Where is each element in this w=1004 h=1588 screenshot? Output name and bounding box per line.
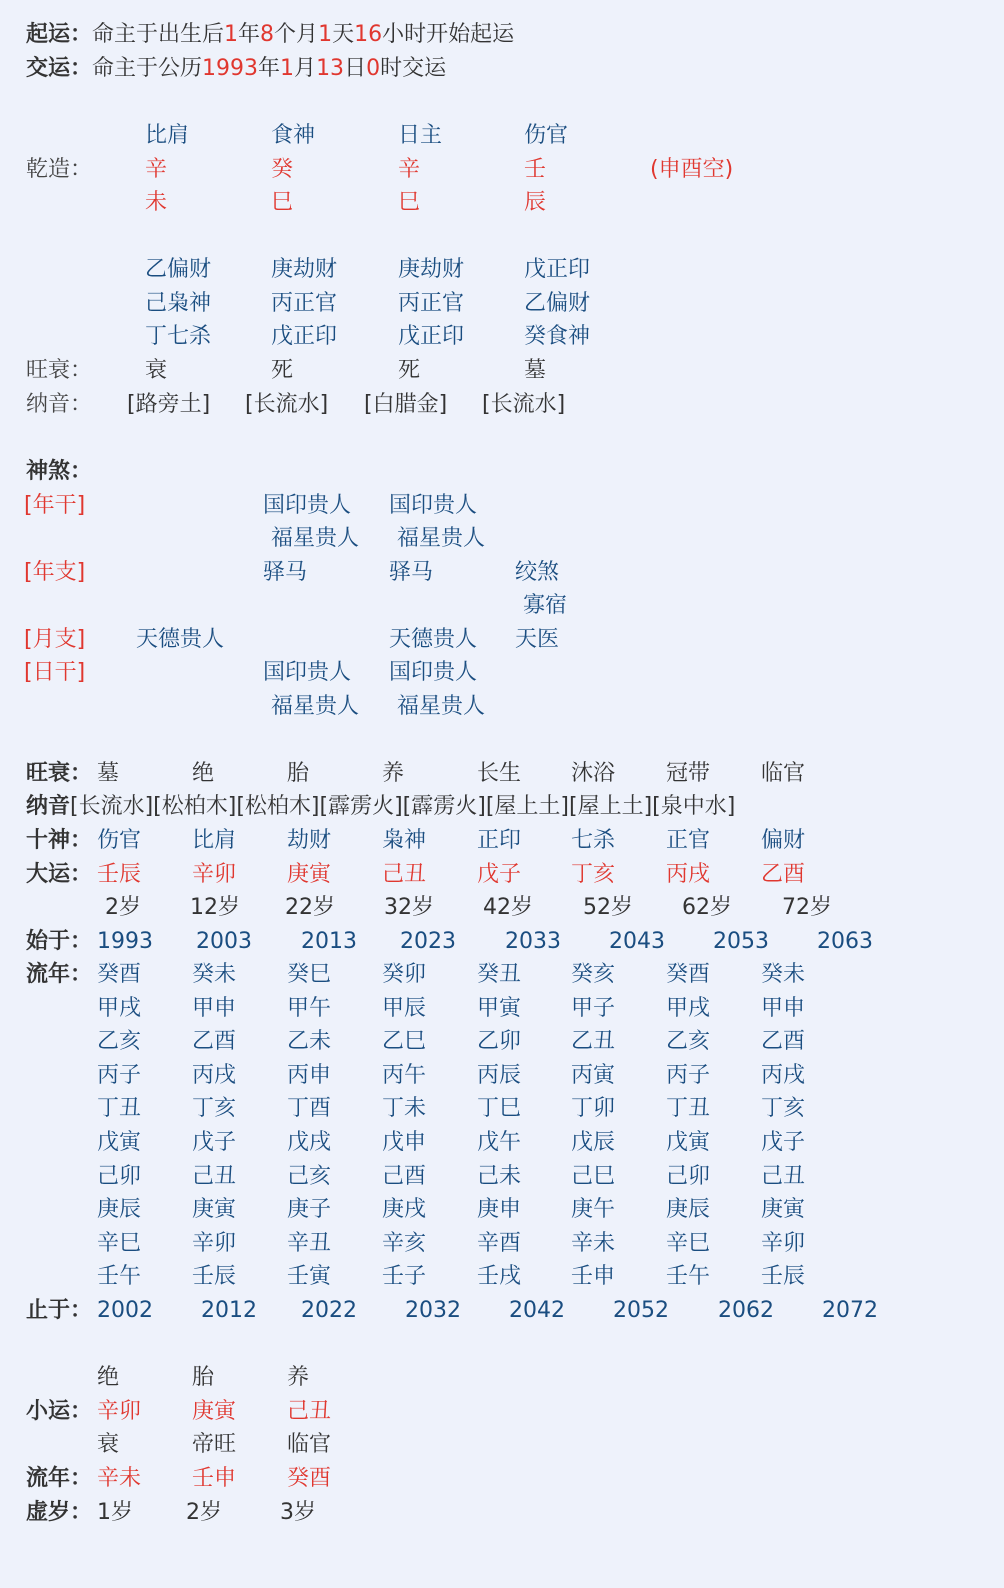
liunian-ganzhi: 辛巳 [97, 1230, 142, 1256]
liunian-ganzhi: 壬辰 [761, 1264, 806, 1290]
dayun-age: 72岁 [782, 895, 832, 920]
cang-gan: 戊正印 [398, 324, 465, 349]
cang-gan: 庚劫财 [398, 257, 465, 282]
dayun-end-label: 止于： [26, 1298, 93, 1323]
dayun-shishen: 劫财 [287, 828, 332, 853]
xiaoyun-ganzhi: 庚寅 [192, 1399, 237, 1424]
liunian-ganzhi: 庚寅 [761, 1197, 806, 1223]
shensha-item: 福星贵人 [397, 526, 486, 551]
xiaoyun-wangshuai: 绝 [97, 1365, 120, 1390]
cang-gan: 丙正官 [271, 291, 338, 316]
liunian-ganzhi: 壬辰 [192, 1264, 237, 1290]
liunian-ganzhi: 丙子 [97, 1062, 142, 1088]
dayun-shishen: 偏财 [761, 828, 806, 853]
jiaoyun-text: 时交运 [380, 56, 447, 81]
dayun-wangshuai: 胎 [287, 761, 310, 786]
liunian-ganzhi: 戊寅 [97, 1130, 142, 1155]
shensha-item: 天医 [515, 627, 560, 652]
liunian-ganzhi: 己丑 [192, 1163, 237, 1189]
shensha-item: 绞煞 [515, 560, 560, 585]
liunian-ganzhi: 丁丑 [97, 1096, 142, 1122]
dayun-shishen: 比肩 [192, 828, 237, 853]
dayun-end-year: 2022 [301, 1298, 357, 1323]
dayun-end-year: 2012 [201, 1298, 257, 1323]
dayun-shishen: 正印 [477, 828, 522, 853]
liunian-ganzhi: 壬午 [97, 1264, 142, 1290]
pillar-gan: 壬 [524, 157, 547, 182]
dayun-wangshuai-label: 旺衰： [26, 761, 93, 786]
dayun-age: 52岁 [583, 895, 633, 920]
liunian-ganzhi: 癸亥 [571, 962, 616, 987]
shensha-title: 神煞： [26, 459, 93, 484]
kongwang: (申酉空) [650, 157, 734, 182]
dayun-end-year: 2002 [97, 1298, 153, 1323]
liunian-ganzhi: 丙辰 [477, 1062, 522, 1088]
dayun-age: 22岁 [285, 895, 335, 920]
liunian-ganzhi: 甲午 [287, 995, 332, 1021]
cang-gan: 乙偏财 [524, 291, 591, 316]
liunian-ganzhi: 乙丑 [571, 1029, 616, 1055]
jiaoyun-day: 13 [316, 56, 345, 81]
liunian-ganzhi: 癸酉 [666, 962, 711, 987]
dayun-nayin-line [26, 795, 735, 819]
liunian-ganzhi: 壬寅 [287, 1264, 332, 1290]
qiyun-text: 年 [238, 22, 261, 47]
qiyun-text: 命主于出生后 [92, 22, 225, 47]
liunian-ganzhi: 辛亥 [382, 1230, 427, 1256]
shensha-item: 国印贵人 [263, 493, 352, 518]
liunian-ganzhi: 甲寅 [477, 995, 522, 1021]
pillar-wangshuai: 墓 [524, 358, 547, 383]
liunian-ganzhi: 壬午 [666, 1264, 711, 1290]
liunian-ganzhi: 辛丑 [287, 1230, 332, 1256]
liunian-ganzhi: 丙午 [382, 1062, 427, 1088]
dayun-shishen-label: 十神： [26, 828, 93, 853]
liunian-ganzhi: 庚寅 [192, 1197, 237, 1223]
jiaoyun-text: 年 [258, 56, 281, 81]
liunian-ganzhi: 己卯 [666, 1163, 711, 1189]
xiaoyun-wangshuai: 临官 [287, 1432, 332, 1457]
cang-gan: 丁七杀 [145, 324, 212, 349]
xusui-label: 虚岁： [26, 1500, 93, 1525]
qianzao-label: 乾造： [26, 157, 93, 182]
shensha-item: 驿马 [263, 560, 308, 585]
liunian-ganzhi: 甲申 [761, 995, 806, 1021]
liunian-ganzhi: 戊午 [477, 1130, 522, 1155]
liunian-ganzhi: 癸丑 [477, 962, 522, 987]
qiyun-text: 个月 [274, 22, 319, 47]
dayun-ganzhi: 庚寅 [287, 862, 332, 887]
shensha-item: 福星贵人 [271, 694, 360, 719]
qiyun-years: 1 [224, 22, 239, 47]
liunian-ganzhi: 庚子 [287, 1197, 332, 1223]
liunian-ganzhi: 丁亥 [761, 1096, 806, 1122]
dayun-shishen: 枭神 [382, 828, 427, 853]
dayun-ganzhi: 乙酉 [761, 862, 806, 887]
shensha-item: 驿马 [389, 560, 434, 585]
dayun-start-year: 2033 [505, 929, 561, 954]
qiyun-hours: 16 [354, 22, 383, 47]
liunian-ganzhi: 乙卯 [477, 1029, 522, 1055]
cang-gan: 乙偏财 [145, 257, 212, 282]
cang-gan: 癸食神 [524, 324, 591, 349]
pillar-nayin: [长流水] [482, 392, 566, 417]
xusui-value: 2岁 [186, 1500, 222, 1525]
liunian-ganzhi: 戊子 [192, 1130, 237, 1155]
pillar-shishen: 伤官 [524, 123, 569, 148]
dayun-end-year: 2072 [822, 1298, 878, 1323]
jiaoyun-label: 交运： [26, 56, 93, 81]
xiaoyun-wangshuai: 养 [287, 1365, 310, 1390]
dayun-nayin-label: 纳音 [26, 794, 71, 819]
liunian-ganzhi: 丙寅 [571, 1062, 616, 1088]
jiaoyun-text: 命主于公历 [92, 56, 203, 81]
liunian-ganzhi: 辛酉 [477, 1230, 522, 1256]
liunian-ganzhi: 乙酉 [761, 1029, 806, 1055]
liunian-ganzhi: 丙申 [287, 1062, 332, 1088]
dayun-age: 32岁 [384, 895, 434, 920]
pillar-zhi: 辰 [524, 190, 547, 215]
dayun-shishen: 七杀 [571, 828, 616, 853]
liunian-ganzhi: 庚辰 [666, 1197, 711, 1223]
liunian-ganzhi: 壬申 [571, 1264, 616, 1290]
liunian-ganzhi: 甲戌 [97, 995, 142, 1021]
pillar-nayin: [长流水] [245, 392, 329, 417]
liunian-ganzhi: 乙亥 [97, 1029, 142, 1055]
liunian-ganzhi: 癸未 [192, 962, 237, 987]
shensha-item: 福星贵人 [397, 694, 486, 719]
pillar-shishen: 比肩 [145, 123, 190, 148]
jiaoyun-hour: 0 [366, 56, 381, 81]
nayin-label: 纳音： [26, 392, 93, 417]
dayun-start-year: 1993 [97, 929, 153, 954]
qiyun-text: 小时开始起运 [382, 22, 515, 47]
dayun-start-year: 2063 [817, 929, 873, 954]
cang-gan: 己枭神 [145, 291, 212, 316]
dayun-ganzhi: 丙戌 [666, 862, 711, 887]
qiyun-months: 8 [260, 22, 275, 47]
liunian-ganzhi: 己未 [477, 1163, 522, 1189]
pillar-nayin: [路旁土] [127, 392, 211, 417]
jiaoyun-month: 1 [280, 56, 295, 81]
liunian-ganzhi: 乙未 [287, 1029, 332, 1055]
cang-gan: 戊正印 [524, 257, 591, 282]
xiaoyun-ganzhi: 辛卯 [97, 1399, 142, 1424]
liunian-ganzhi: 甲戌 [666, 995, 711, 1021]
dayun-shishen: 伤官 [97, 828, 142, 853]
liunian-ganzhi: 戊辰 [571, 1130, 616, 1155]
dayun-age: 2岁 [105, 895, 141, 920]
xiaoyun-wangshuai: 胎 [192, 1365, 215, 1390]
shensha-item: 天德贵人 [136, 627, 225, 652]
xiaoyun-liunian: 癸酉 [287, 1466, 332, 1491]
qiyun-text: 天 [332, 22, 355, 47]
liunian-ganzhi: 丙子 [666, 1062, 711, 1088]
liunian-ganzhi: 癸巳 [287, 962, 332, 987]
dayun-label: 大运： [26, 862, 93, 887]
liunian-ganzhi: 甲子 [571, 995, 616, 1021]
dayun-wangshuai: 沐浴 [571, 761, 616, 786]
dayun-start-year: 2023 [400, 929, 456, 954]
liunian-ganzhi: 庚午 [571, 1197, 616, 1223]
shensha-item: 国印贵人 [389, 493, 478, 518]
liunian-ganzhi: 戊申 [382, 1130, 427, 1155]
dayun-age: 42岁 [483, 895, 533, 920]
liunian-ganzhi: 己亥 [287, 1163, 332, 1189]
shensha-item: 福星贵人 [271, 526, 360, 551]
shensha-item: 国印贵人 [389, 660, 478, 685]
qiyun-days: 1 [318, 22, 333, 47]
liunian-ganzhi: 丁亥 [192, 1096, 237, 1122]
xiaoyun-wangshuai: 衰 [97, 1432, 120, 1457]
xiaoyun-label: 小运： [26, 1399, 93, 1424]
dayun-ganzhi: 戊子 [477, 862, 522, 887]
dayun-wangshuai: 养 [382, 761, 405, 786]
liunian-ganzhi: 戊子 [761, 1130, 806, 1155]
liunian-ganzhi: 辛卯 [761, 1230, 806, 1256]
liunian-ganzhi: 乙亥 [666, 1029, 711, 1055]
liunian-ganzhi: 丁丑 [666, 1096, 711, 1122]
dayun-end-year: 2042 [509, 1298, 565, 1323]
dayun-start-label: 始于： [26, 929, 93, 954]
pillar-wangshuai: 死 [271, 358, 294, 383]
pillar-gan: 辛 [398, 157, 421, 182]
liunian-ganzhi: 己酉 [382, 1163, 427, 1189]
liunian-ganzhi: 辛巳 [666, 1230, 711, 1256]
pillar-nayin: [白腊金] [364, 392, 448, 417]
xiaoyun-wangshuai: 帝旺 [192, 1432, 237, 1457]
liunian-ganzhi: 己巳 [571, 1163, 616, 1189]
liunian-ganzhi: 庚申 [477, 1197, 522, 1223]
liunian-ganzhi: 壬子 [382, 1264, 427, 1290]
liunian-ganzhi: 丁巳 [477, 1096, 522, 1122]
dayun-ganzhi: 丁亥 [571, 862, 616, 887]
dayun-shishen: 正官 [666, 828, 711, 853]
liunian-ganzhi: 癸卯 [382, 962, 427, 987]
xusui-value: 1岁 [97, 1500, 133, 1525]
dayun-age: 12岁 [190, 895, 240, 920]
xiaoyun-liunian-label: 流年： [26, 1466, 93, 1491]
dayun-wangshuai: 墓 [97, 761, 120, 786]
shensha-label-ri-gan: [日干] [24, 660, 86, 685]
dayun-start-year: 2003 [196, 929, 252, 954]
liunian-ganzhi: 乙酉 [192, 1029, 237, 1055]
dayun-end-year: 2052 [613, 1298, 669, 1323]
cang-gan: 戊正印 [271, 324, 338, 349]
liunian-ganzhi: 丁未 [382, 1096, 427, 1122]
dayun-start-year: 2043 [609, 929, 665, 954]
dayun-wangshuai: 绝 [192, 761, 215, 786]
dayun-ganzhi: 己丑 [382, 862, 427, 887]
shensha-label-yue-zhi: [月支] [24, 627, 86, 652]
shensha-label-nian-gan: [年干] [24, 493, 86, 518]
dayun-wangshuai: 长生 [477, 761, 522, 786]
dayun-ganzhi: 辛卯 [192, 862, 237, 887]
liunian-ganzhi: 己卯 [97, 1163, 142, 1189]
jiaoyun-text: 月 [294, 56, 317, 81]
liunian-ganzhi: 甲申 [192, 995, 237, 1021]
dayun-start-year: 2013 [301, 929, 357, 954]
jiaoyun-year: 1993 [202, 56, 259, 81]
liunian-ganzhi: 癸未 [761, 962, 806, 987]
pillar-zhi: 未 [145, 190, 168, 215]
pillar-wangshuai: 死 [398, 358, 421, 383]
pillar-shishen: 食神 [271, 123, 316, 148]
xiaoyun-liunian: 辛未 [97, 1466, 142, 1491]
cang-gan: 庚劫财 [271, 257, 338, 282]
pillar-wangshuai: 衰 [145, 358, 168, 383]
liunian-ganzhi: 丙戌 [192, 1062, 237, 1088]
liunian-ganzhi: 庚辰 [97, 1197, 142, 1223]
dayun-age: 62岁 [682, 895, 732, 920]
liunian-ganzhi: 壬戌 [477, 1264, 522, 1290]
liunian-ganzhi: 丁酉 [287, 1096, 332, 1122]
liunian-ganzhi: 庚戌 [382, 1197, 427, 1223]
dayun-wangshuai: 临官 [761, 761, 806, 786]
xiaoyun-ganzhi: 己丑 [287, 1399, 332, 1424]
shensha-label-nian-zhi: [年支] [24, 560, 86, 585]
xusui-value: 3岁 [280, 1500, 316, 1525]
pillar-shishen: 日主 [398, 123, 443, 148]
liunian-ganzhi: 戊寅 [666, 1130, 711, 1155]
wangshuai-label: 旺衰： [26, 358, 93, 383]
liunian-ganzhi: 丙戌 [761, 1062, 806, 1088]
qiyun-line [26, 23, 514, 47]
liunian-ganzhi: 辛卯 [192, 1230, 237, 1256]
dayun-end-year: 2062 [718, 1298, 774, 1323]
dayun-start-year: 2053 [713, 929, 769, 954]
liunian-ganzhi: 己丑 [761, 1163, 806, 1189]
jiaoyun-line [26, 57, 446, 81]
dayun-end-year: 2032 [405, 1298, 461, 1323]
liunian-ganzhi: 辛未 [571, 1230, 616, 1256]
xiaoyun-liunian: 壬申 [192, 1466, 237, 1491]
liunian-ganzhi: 丁卯 [571, 1096, 616, 1122]
liunian-ganzhi: 甲辰 [382, 995, 427, 1021]
shensha-item: 天德贵人 [389, 627, 478, 652]
dayun-liunian-label: 流年： [26, 962, 93, 987]
pillar-gan: 癸 [271, 157, 294, 182]
pillar-zhi: 巳 [271, 190, 294, 215]
liunian-ganzhi: 戊戌 [287, 1130, 332, 1155]
qiyun-label: 起运： [26, 22, 93, 47]
dayun-ganzhi: 壬辰 [97, 862, 142, 887]
dayun-nayin-values: [长流水][松柏木][松柏木][霹雳火][霹雳火][屋上土][屋上土][泉中水] [70, 794, 736, 819]
cang-gan: 丙正官 [398, 291, 465, 316]
jiaoyun-text: 日 [344, 56, 367, 81]
pillar-zhi: 巳 [398, 190, 421, 215]
shensha-item: 寡宿 [523, 593, 568, 618]
liunian-ganzhi: 乙巳 [382, 1029, 427, 1055]
shensha-item: 国印贵人 [263, 660, 352, 685]
pillar-gan: 辛 [145, 157, 168, 182]
liunian-ganzhi: 癸酉 [97, 962, 142, 987]
dayun-wangshuai: 冠带 [666, 761, 711, 786]
